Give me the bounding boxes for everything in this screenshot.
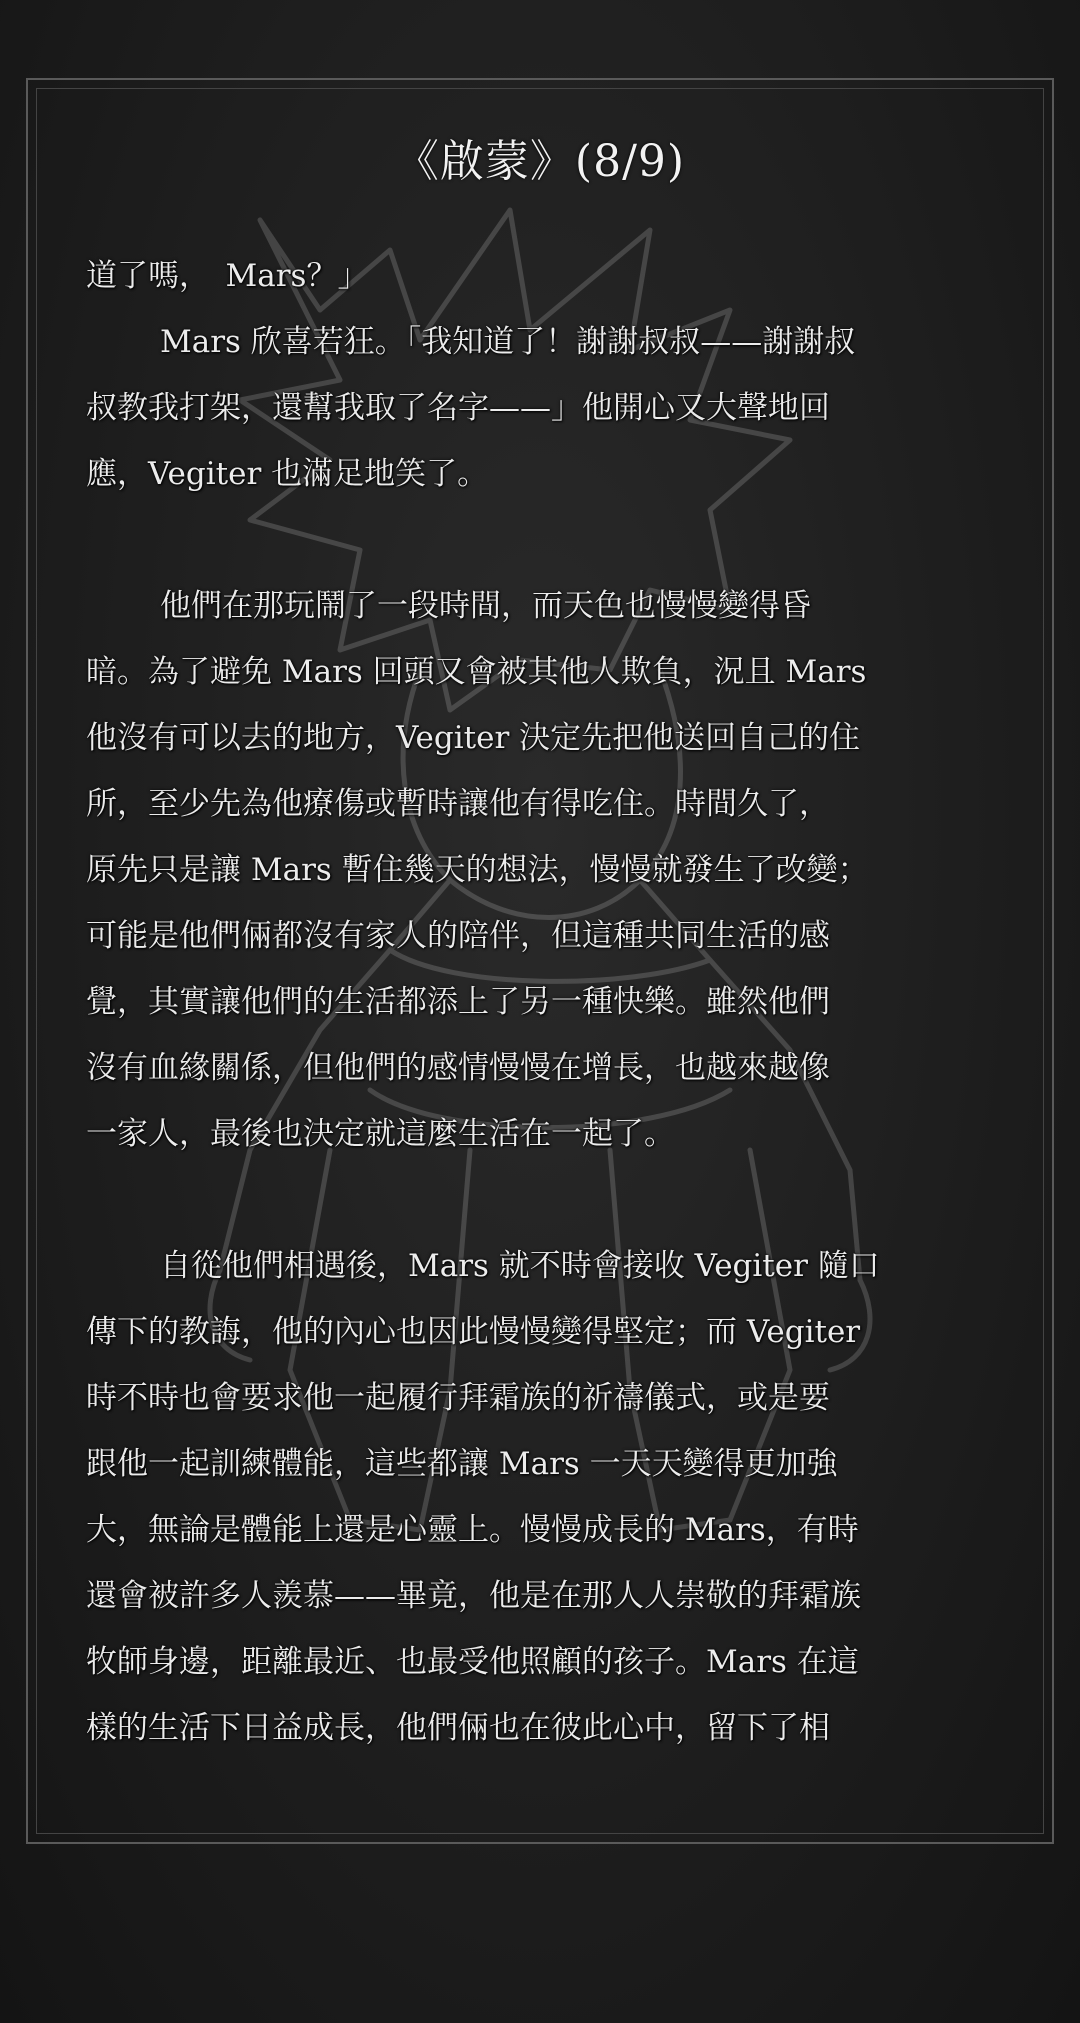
- text-line: 自從他們相遇後，Mars 就不時會接收 Vegiter 隨口: [160, 1248, 880, 1284]
- text-line: 他們在那玩鬧了一段時間，而天色也慢慢變得昏: [160, 588, 811, 624]
- text-line: 牧師身邊，距離最近、也最受他照顧的孩子。Mars 在這: [86, 1644, 859, 1680]
- text-line: 暗。為了避免 Mars 回頭又會被其他人欺負，況且 Mars: [86, 654, 867, 690]
- text-line: 原先只是讓 Mars 暫住幾天的想法，慢慢就發生了改變；: [86, 852, 869, 888]
- text-line: 叔教我打架，還幫我取了名字——」他開心又大聲地回: [86, 390, 830, 426]
- text-line: 跟他一起訓練體能，這些都讓 Mars 一天天變得更加強: [86, 1446, 838, 1482]
- text-line: 時不時也會要求他一起履行拜霜族的祈禱儀式，或是要: [86, 1380, 830, 1416]
- text-line: 可能是他們倆都沒有家人的陪伴，但這種共同生活的感: [86, 918, 830, 954]
- text-line: 他沒有可以去的地方，Vegiter 決定先把他送回自己的住: [86, 720, 861, 756]
- page-title: 《啟蒙》(8/9): [394, 136, 686, 187]
- text-line: 大，無論是體能上還是心靈上。慢慢成長的 Mars，有時: [86, 1512, 859, 1548]
- text-line: Mars 欣喜若狂。「我知道了！謝謝叔叔——謝謝叔: [160, 324, 856, 360]
- text-line: 沒有血緣關係，但他們的感情慢慢在增長，也越來越像: [86, 1050, 830, 1086]
- text-line: 還會被許多人羨慕——畢竟，他是在那人人崇敬的拜霜族: [86, 1578, 861, 1614]
- paragraph-gap: [86, 507, 1006, 573]
- paragraph-gap: [86, 1167, 1006, 1233]
- text-line: 一家人，最後也決定就這麼生活在一起了。: [86, 1116, 675, 1152]
- story-body: [86, 243, 1006, 1761]
- text-line: 傳下的教誨，他的內心也因此慢慢變得堅定；而 Vegiter: [86, 1314, 861, 1350]
- text-line: 覺，其實讓他們的生活都添上了另一種快樂。雖然他們: [86, 984, 830, 1020]
- text-line: 道了嗎， Mars？」: [86, 258, 369, 294]
- text-line: 樣的生活下日益成長，他們倆也在彼此心中，留下了相: [86, 1710, 830, 1746]
- text-line: 所，至少先為他療傷或暫時讓他有得吃住。時間久了，: [86, 786, 830, 822]
- text-line: 應，Vegiter 也滿足地笑了。: [86, 456, 489, 492]
